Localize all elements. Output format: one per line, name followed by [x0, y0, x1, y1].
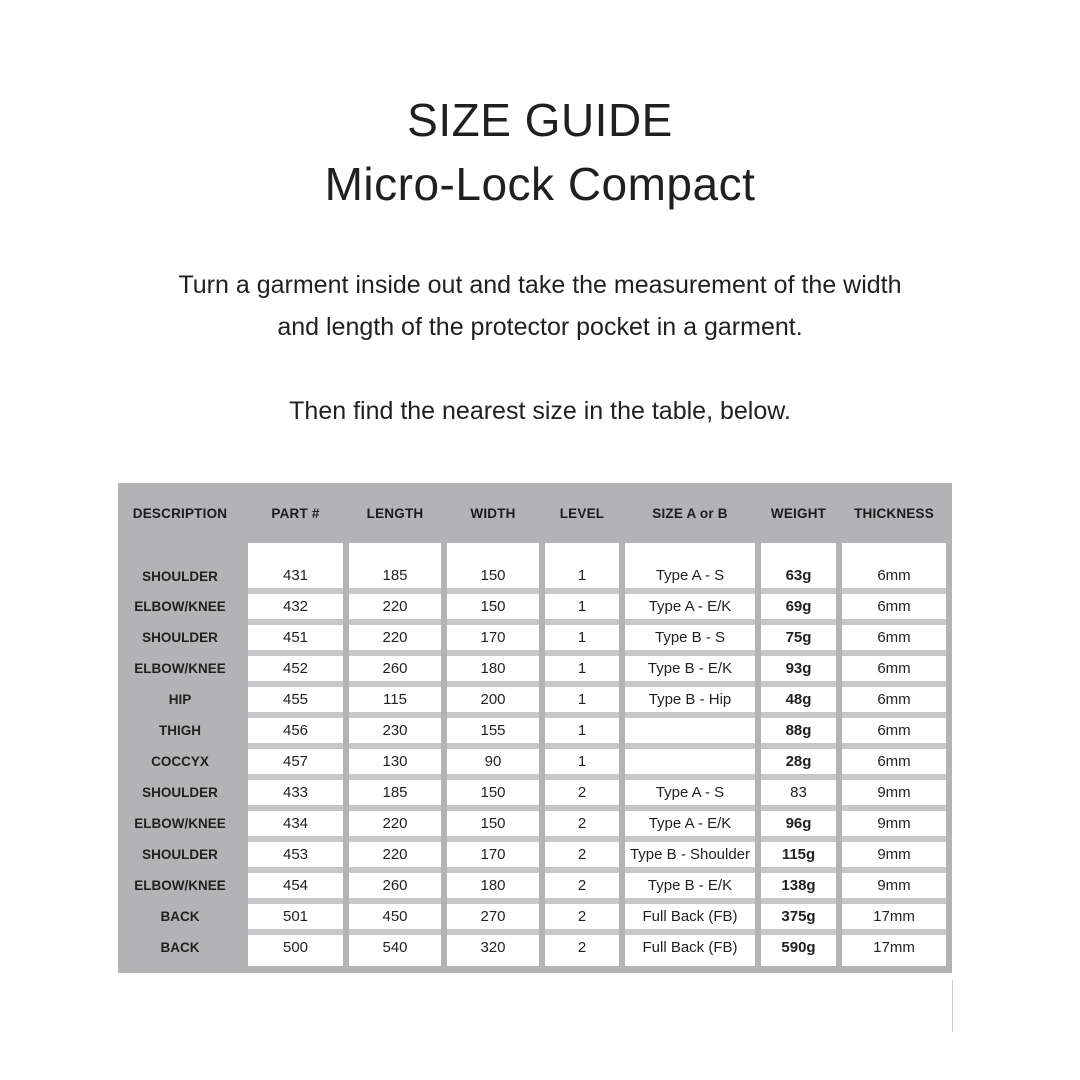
cell-weight: 96g	[761, 811, 836, 842]
cell-level: 2	[545, 780, 619, 811]
cell-weight: 63g	[761, 543, 836, 594]
cell-level: 2	[545, 935, 619, 966]
cell-weight: 48g	[761, 687, 836, 718]
cell-width: 180	[447, 873, 539, 904]
cell-length: 220	[349, 811, 441, 842]
column-header-thickness: THICKNESS	[854, 505, 934, 521]
cell-weight: 590g	[761, 935, 836, 966]
column-header-weight: WEIGHT	[770, 505, 827, 521]
cell-width: 90	[447, 749, 539, 780]
cell-weight: 83	[761, 780, 836, 811]
instruction-paragraph-2: Then find the nearest size in the table, below.	[289, 397, 791, 425]
cell-description: BACK	[160, 939, 200, 955]
cell-length: 185	[349, 543, 441, 594]
cell-size: Type B - E/K	[625, 656, 755, 687]
table-row	[118, 935, 946, 966]
cell-width: 150	[447, 811, 539, 842]
cell-size: Type B - S	[625, 625, 755, 656]
cell-length: 540	[349, 935, 441, 966]
cell-thickness: 6mm	[842, 594, 946, 625]
cell-weight: 138g	[761, 873, 836, 904]
cell-part: 432	[248, 594, 343, 625]
page-title	[0, 88, 1080, 216]
cell-part: 453	[248, 842, 343, 873]
table-row	[118, 811, 946, 842]
cell-thickness: 17mm	[842, 935, 946, 966]
table-row	[118, 718, 946, 749]
cell-weight: 88g	[761, 718, 836, 749]
cell-size: Full Back (FB)	[625, 935, 755, 966]
cell-width: 155	[447, 718, 539, 749]
cell-level: 2	[545, 811, 619, 842]
cell-width: 320	[447, 935, 539, 966]
cell-part: 500	[248, 935, 343, 966]
cell-level: 2	[545, 904, 619, 935]
cell-part: 501	[248, 904, 343, 935]
cell-part: 451	[248, 625, 343, 656]
cell-size: Type A - S	[625, 780, 755, 811]
cell-size	[625, 718, 755, 749]
cell-thickness: 6mm	[842, 718, 946, 749]
cell-size: Full Back (FB)	[625, 904, 755, 935]
cell-thickness: 9mm	[842, 873, 946, 904]
page-title-line1: SIZE GUIDE	[407, 94, 673, 146]
cell-part: 452	[248, 656, 343, 687]
cell-size: Type B - Hip	[625, 687, 755, 718]
cell-part: 455	[248, 687, 343, 718]
cell-length: 450	[349, 904, 441, 935]
cell-weight: 75g	[761, 625, 836, 656]
cell-level: 1	[545, 718, 619, 749]
cell-level: 1	[545, 656, 619, 687]
column-header-description: DESCRIPTION	[132, 505, 228, 521]
cell-width: 170	[447, 842, 539, 873]
table-row	[118, 594, 946, 625]
cell-thickness: 6mm	[842, 625, 946, 656]
cell-level: 1	[545, 594, 619, 625]
table-body	[118, 543, 946, 966]
cell-length: 115	[349, 687, 441, 718]
cell-thickness: 17mm	[842, 904, 946, 935]
table-row	[118, 749, 946, 780]
cell-description: ELBOW/KNEE	[134, 815, 226, 831]
cell-description: HIP	[168, 691, 192, 707]
instruction-paragraph-1: Turn a garment inside out and take the measurement of the width and length of the protector pocket in a garment.	[178, 271, 902, 341]
cell-description: SHOULDER	[142, 784, 218, 800]
cell-size: Type A - S	[625, 543, 755, 594]
cell-size: Type B - Shoulder	[625, 842, 755, 873]
table-header-row	[118, 483, 946, 543]
cell-thickness: 6mm	[842, 749, 946, 780]
cell-description: ELBOW/KNEE	[134, 598, 226, 614]
table-row	[118, 780, 946, 811]
cell-size: Type A - E/K	[625, 811, 755, 842]
cell-width: 180	[447, 656, 539, 687]
cell-description: SHOULDER	[142, 568, 218, 584]
cell-part: 434	[248, 811, 343, 842]
cell-description: SHOULDER	[142, 629, 218, 645]
cell-level: 1	[545, 749, 619, 780]
size-guide-table	[118, 483, 952, 973]
column-header-length: LENGTH	[366, 505, 424, 521]
cell-weight: 69g	[761, 594, 836, 625]
column-header-level: LEVEL	[559, 505, 605, 521]
column-header-width: WIDTH	[470, 505, 516, 521]
cell-size: Type B - E/K	[625, 873, 755, 904]
cell-thickness: 9mm	[842, 842, 946, 873]
cell-length: 260	[349, 873, 441, 904]
table-row	[118, 687, 946, 718]
cell-level: 1	[545, 625, 619, 656]
cell-level: 1	[545, 687, 619, 718]
cell-thickness: 6mm	[842, 687, 946, 718]
table-row	[118, 656, 946, 687]
cell-level: 2	[545, 842, 619, 873]
cell-width: 170	[447, 625, 539, 656]
cell-thickness: 9mm	[842, 780, 946, 811]
table-row	[118, 873, 946, 904]
cell-length: 220	[349, 842, 441, 873]
cell-part: 454	[248, 873, 343, 904]
cell-size: Type A - E/K	[625, 594, 755, 625]
cell-weight: 93g	[761, 656, 836, 687]
cell-thickness: 9mm	[842, 811, 946, 842]
table-row	[118, 625, 946, 656]
cell-thickness: 6mm	[842, 543, 946, 594]
cell-weight: 115g	[761, 842, 836, 873]
cell-weight: 375g	[761, 904, 836, 935]
cell-width: 270	[447, 904, 539, 935]
cell-description: ELBOW/KNEE	[134, 877, 226, 893]
cell-length: 230	[349, 718, 441, 749]
cell-width: 150	[447, 594, 539, 625]
page-title-line2: Micro-Lock Compact	[324, 158, 756, 210]
cell-part: 456	[248, 718, 343, 749]
cell-part: 431	[248, 543, 343, 594]
cell-description: THIGH	[159, 722, 201, 738]
cell-size	[625, 749, 755, 780]
cell-width: 200	[447, 687, 539, 718]
cell-length: 130	[349, 749, 441, 780]
cell-description: BACK	[160, 908, 200, 924]
cell-description: ELBOW/KNEE	[134, 660, 226, 676]
vertical-divider-line	[952, 980, 953, 1032]
table-row	[118, 842, 946, 873]
cell-length: 185	[349, 780, 441, 811]
cell-thickness: 6mm	[842, 656, 946, 687]
cell-length: 220	[349, 594, 441, 625]
column-header-size-a-or-b: SIZE A or B	[652, 505, 728, 521]
cell-width: 150	[447, 543, 539, 594]
cell-length: 220	[349, 625, 441, 656]
cell-width: 150	[447, 780, 539, 811]
table-row	[118, 904, 946, 935]
cell-part: 433	[248, 780, 343, 811]
cell-weight: 28g	[761, 749, 836, 780]
cell-level: 2	[545, 873, 619, 904]
cell-description: SHOULDER	[142, 846, 218, 862]
table-row	[118, 543, 946, 594]
cell-part: 457	[248, 749, 343, 780]
cell-level: 1	[545, 543, 619, 594]
column-header-part: PART #	[271, 505, 320, 521]
cell-length: 260	[349, 656, 441, 687]
cell-description: COCCYX	[151, 753, 209, 769]
